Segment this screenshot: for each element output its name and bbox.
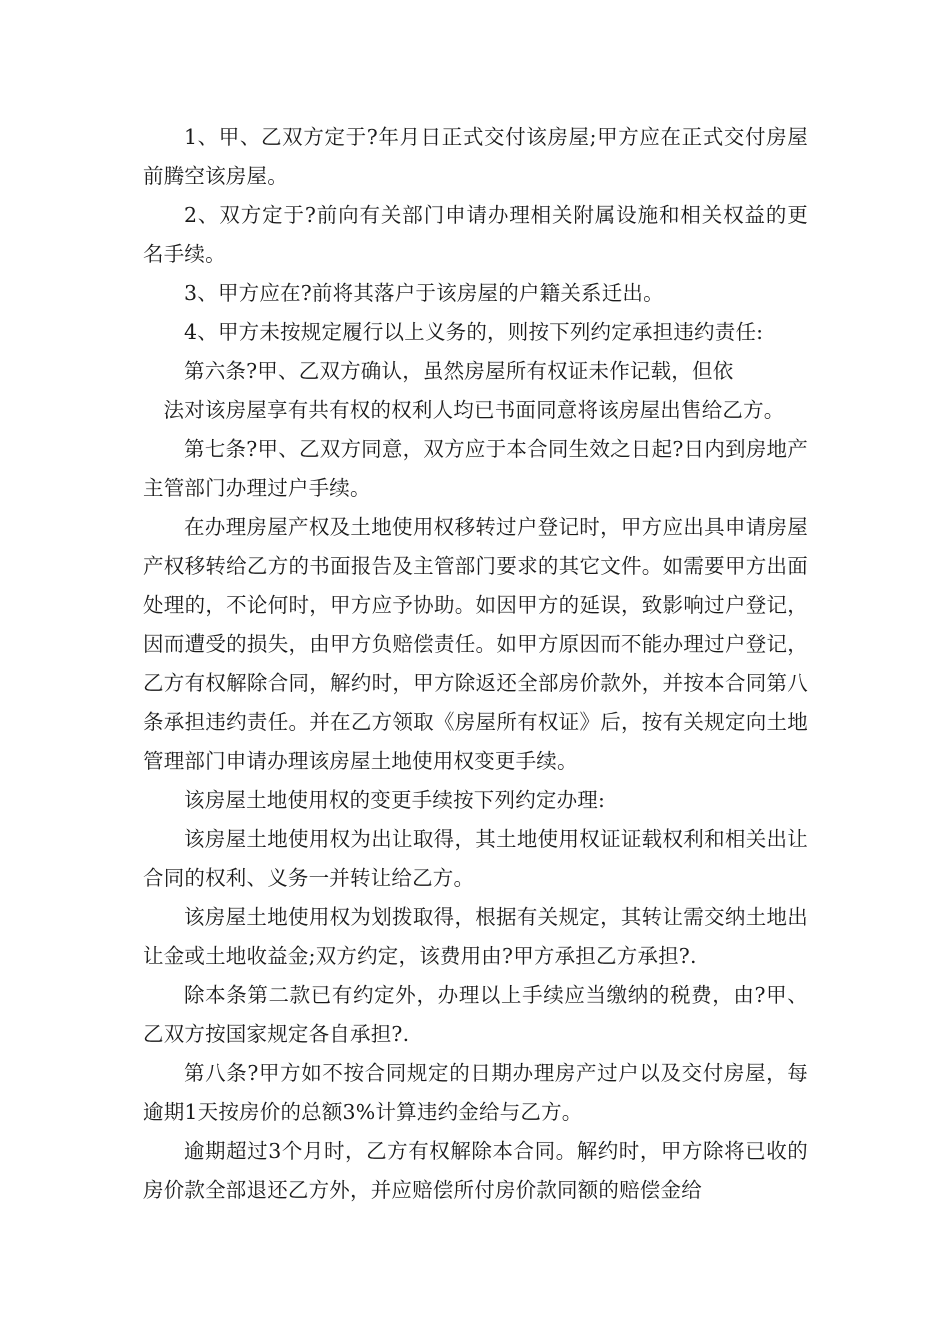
paragraph-article-7: 第七条?甲、乙双方同意，双方应于本合同生效之日起?日内到房地产主管部门办理过户手续。 bbox=[143, 437, 808, 500]
paragraph-article-6: 第六条?甲、乙双方确认，虽然房屋所有权证未作记载，但依 bbox=[184, 359, 734, 383]
paragraph-transfer-registration: 在办理房屋产权及土地使用权移转过户登记时，甲方应出具申请房屋产权移转给乙方的书面报告及主管部门要求的其它文件。如需要甲方出面处理的，不论何时，甲方应予协助。如因甲方的延误，致影响过户登记，因而遭受的损失，由甲方负赔偿责任。如甲方原因而不能办理过户登记，乙方有权解除合同，解约时，甲方除返还全部房价款外，并按本合同第八条承担违约责任。并在乙方领取《房屋所有权证》后，按有关规定向土地管理部门申请办理该房屋土地使用权变更手续。 bbox=[143, 515, 808, 773]
paragraph-article-8: 第八条?甲方如不按合同规定的日期办理房产过户以及交付房屋，每逾期1天按房价的总额3%计算违约金给与乙方。 bbox=[143, 1061, 808, 1124]
paragraph-handover-date: 1、甲、乙双方定于?年月日正式交付该房屋;甲方应在正式交付房屋前腾空该房屋。 bbox=[143, 125, 808, 188]
document-page bbox=[143, 118, 808, 1210]
paragraph-overdue-termination: 逾期超过3个月时，乙方有权解除本合同。解约时，甲方除将已收的房价款全部退还乙方外，并应赔偿所付房价款同额的赔偿金给 bbox=[143, 1139, 808, 1202]
paragraph-land-transfer-granted: 该房屋土地使用权为出让取得，其土地使用权证证载权利和相关出让合同的权利、义务一并转让给乙方。 bbox=[143, 827, 808, 890]
paragraph-rename-procedures: 2、双方定于?前向有关部门申请办理相关附属设施和相关权益的更名手续。 bbox=[143, 203, 808, 266]
paragraph-land-use-change: 该房屋土地使用权的变更手续按下列约定办理: bbox=[184, 788, 606, 812]
paragraph-household-registration: 3、甲方应在?前将其落户于该房屋的户籍关系迁出。 bbox=[184, 281, 664, 305]
paragraph-land-transfer-allocated: 该房屋土地使用权为划拨取得，根据有关规定，其转让需交纳土地出让金或土地收益金;双方约定，该费用由?甲方承担乙方承担?. bbox=[143, 905, 808, 968]
paragraph-article-6-continued: 法对该房屋享有共有权的权利人均已书面同意将该房屋出售给乙方。 bbox=[163, 398, 785, 422]
paragraph-breach-liability: 4、甲方未按规定履行以上义务的，则按下列约定承担违约责任: bbox=[184, 320, 764, 344]
paragraph-taxes-fees: 除本条第二款已有约定外，办理以上手续应当缴纳的税费，由?甲、乙双方按国家规定各自承担?. bbox=[143, 983, 808, 1046]
